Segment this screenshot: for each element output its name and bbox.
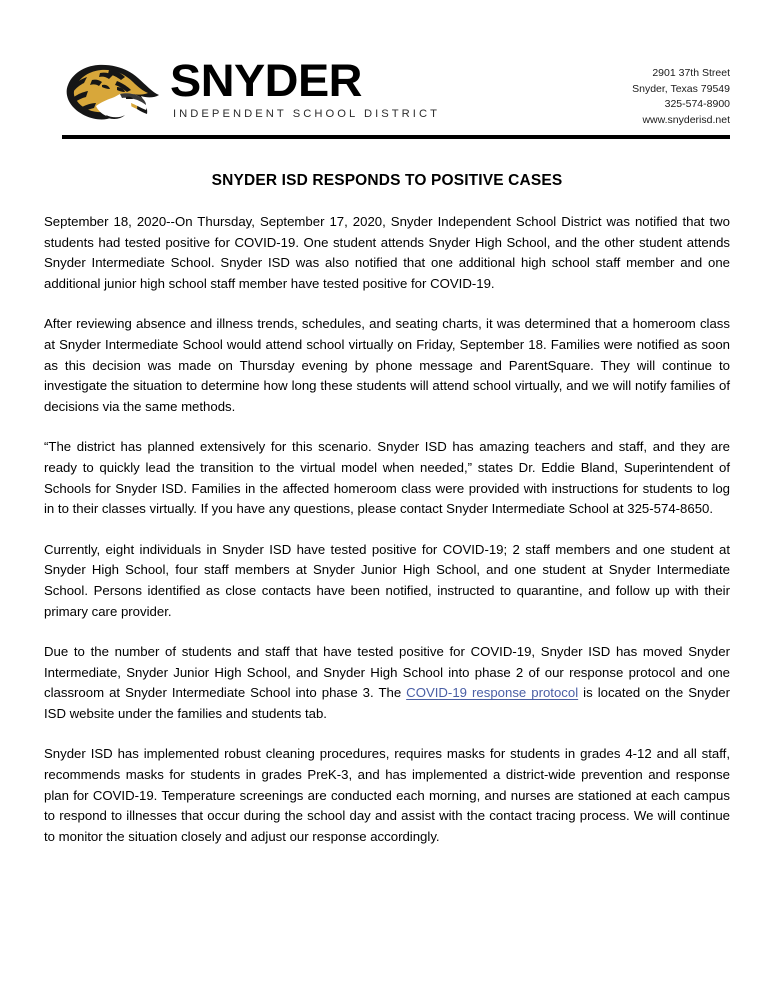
wordmark-group (170, 55, 440, 121)
district-logo (62, 55, 440, 123)
paragraph-5-text-before: Due to the number of students and staff that have tested positive for COVID-19, Snyder ISD has moved Snyder Intermediate, Snyder Junior High School, and Snyder High School into phase 2 of our response protocol and one classroom at Snyder Intermediate School into phase 3. The (44, 644, 730, 701)
address-block (632, 66, 730, 128)
address-website: www.snyderisd.net (642, 113, 730, 126)
address-phone: 325-574-8900 (664, 98, 730, 110)
covid-response-protocol-link[interactable]: COVID-19 response protocol (406, 685, 579, 701)
address-street: 2901 37th Street (652, 67, 730, 79)
page-title: SNYDER ISD RESPONDS TO POSITIVE CASES (211, 172, 563, 189)
paragraph-4: Currently, eight individuals in Snyder ISD have tested positive for COVID-19; 2 staff members and one student at Snyder High School, four staff members at Snyder Junior High School, and one student at Snyder Intermediate School. Persons identified as close contacts have been notified, instructed to quarantine, and follow up with their primary care provider. (44, 541, 730, 619)
paragraph-2: After reviewing absence and illness trends, schedules, and seating charts, it was determined that a homeroom class at Snyder Intermediate School would attend school virtually on Friday, September 18. Families were notified as soon as this decision was made on Thursday evening by phone message and ParentSquare. They will continue to investigate the situation to determine how long these students will attend school virtually, and we will notify families of decisions via the same methods. (44, 316, 730, 414)
paragraph-5-text-after: is located on the Snyder ISD website under the families and students tab. (44, 685, 730, 721)
address-city-state-zip: Snyder, Texas 79549 (632, 82, 730, 95)
document-body (44, 212, 730, 847)
wordmark-subtitle: INDEPENDENT SCHOOL DISTRICT (173, 108, 440, 120)
paragraph-3: “The district has planned extensively for this scenario. Snyder ISD has amazing teachers and staff, and they are ready to quickly lead the transition to the virtual model when needed,” states Dr. Eddie Bland, Superintendent of Schools for Snyder ISD. Families in the affected homeroom class were provided with instructions for students to log in to their classes virtually. If you have any questions, please contact Snyder Intermediate School at 325-574-8650. (44, 439, 730, 517)
paragraph-5 (44, 642, 730, 724)
wordmark-text: SNYDER (170, 55, 362, 106)
letterhead-divider (62, 135, 730, 139)
paragraph-1: September 18, 2020--On Thursday, September 17, 2020, Snyder Independent School District was notified that two students had tested positive for COVID-19. One student attends Snyder High School, and the other student attends Snyder Intermediate School. Snyder ISD was also notified that one additional high school staff member and one additional junior high school staff member have tested positive for COVID-19. (44, 214, 730, 291)
letterhead (0, 0, 773, 150)
tiger-head-icon (62, 61, 166, 123)
paragraph-6: Snyder ISD has implemented robust cleaning procedures, requires masks for students in grades 4-12 and all staff, recommends masks for students in grades PreK-3, and has implemented a district-wide prevention and response plan for COVID-19. Temperature screenings are conducted each morning, and nurses are stationed at each campus to respond to illnesses that occur during the school day and assist with the contact tracing process. We will continue to monitor the situation closely and adjust our response accordingly. (44, 746, 730, 844)
